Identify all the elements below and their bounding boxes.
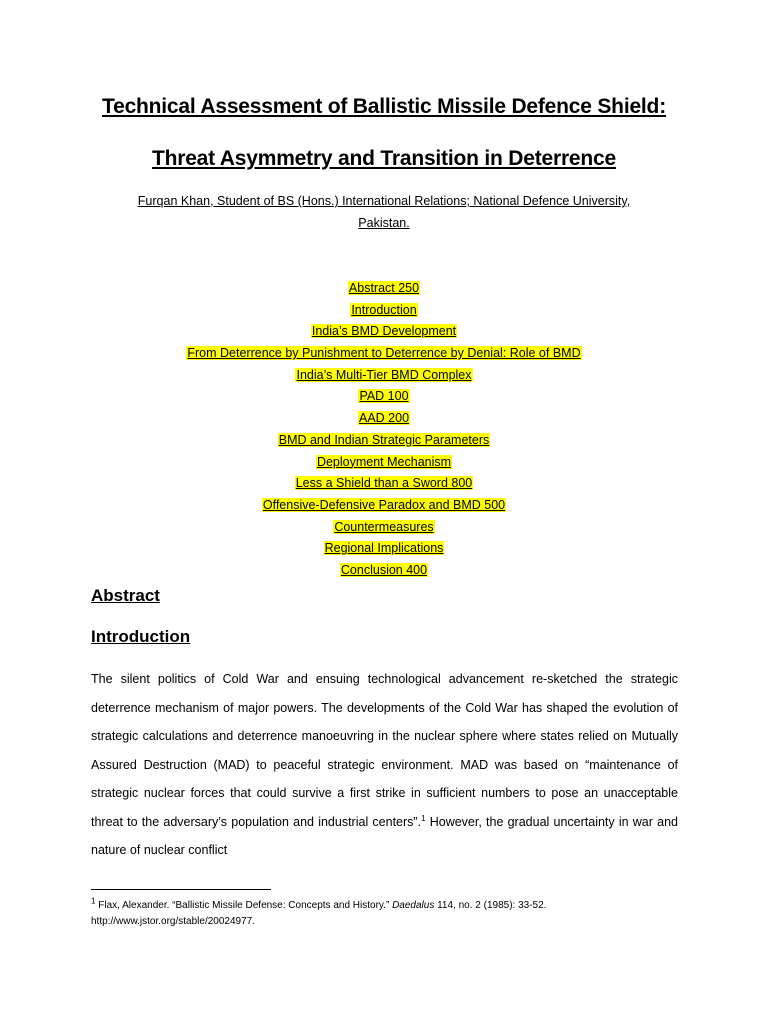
footnote-reference: 1 [421,813,426,823]
toc-item-text: India’s BMD Development [311,324,457,339]
toc-item-text: Abstract 250 [348,281,420,295]
footnote-text-after: 114, no. 2 (1985): 33-52. [434,900,547,911]
footnote-text: Flax, Alexander. “Ballistic Missile Defense: Concepts and History.” [95,900,393,911]
toc-item-text: From Deterrence by Punishment to Deterrence by Denial: Role of BMD [187,346,581,361]
toc-item-text: Deployment Mechanism [316,454,452,469]
toc-item-text: Conclusion 400 [340,562,428,577]
toc-item-text: Regional Implications [324,541,444,556]
footnote [91,898,691,930]
abstract-heading: Abstract [91,586,160,605]
toc-item [0,517,768,539]
toc-item-text: BMD and Indian Strategic Parameters [278,432,490,447]
footnote-journal: Daedalus [392,900,435,911]
toc-item-text: AAD 200 [358,411,410,426]
author-line-2: Pakistan. [358,216,410,230]
introduction-paragraph [91,665,678,865]
toc-item-text: PAD 100 [359,389,409,404]
footnote-url: http://www.jstor.org/stable/20024977. [91,916,255,927]
toc-item [0,321,768,343]
toc-item [0,560,768,582]
introduction-text-continued: However, the gradual uncertainty in war and nature of nuclear conflict [91,814,678,857]
document-title-line-2: Threat Asymmetry and Transition in Deterrence [151,147,617,170]
toc-item-text: Introduction [351,302,417,317]
toc-item-text: Less a Shield than a Sword 800 [295,476,473,491]
toc-item [0,473,768,495]
toc-item [0,300,768,322]
toc-item [0,343,768,365]
document-title-line-1: Technical Assessment of Ballistic Missile Defence Shield: [102,95,666,118]
table-of-contents [0,278,768,582]
author-affiliation [90,190,678,234]
toc-item [0,386,768,408]
toc-item [0,495,768,517]
toc-item-text: Countermeasures [334,519,434,534]
toc-item [0,408,768,430]
introduction-heading: Introduction [91,627,191,646]
toc-item [0,430,768,452]
toc-item [0,538,768,560]
toc-item [0,278,768,300]
footnote-number: 1 [91,896,96,906]
footnote-divider [91,889,271,890]
introduction-text: The silent politics of Cold War and ensuing technological advancement re-sketched the strategic deterrence mechanism of major powers. The developments of the Cold War has shaped the evolution of strategic calculations and deterrence manoeuvring in the nuclear sphere where states relied on Mutually Assured Destruction (MAD) to peaceful strategic environment. MAD was based on “maintenance of strategic nuclear forces that could survive a first strike in sufficient numbers to pose an unacceptable threat to the adversary’s population and industrial centers”. [91,672,678,829]
toc-item-text: Offensive-Defensive Paradox and BMD 500 [262,497,506,512]
author-line-1: Furqan Khan, Student of BS (Hons.) International Relations; National Defence University, [137,194,631,208]
toc-item [0,365,768,387]
toc-item-text: India’s Multi-Tier BMD Complex [296,367,472,382]
toc-item [0,452,768,474]
